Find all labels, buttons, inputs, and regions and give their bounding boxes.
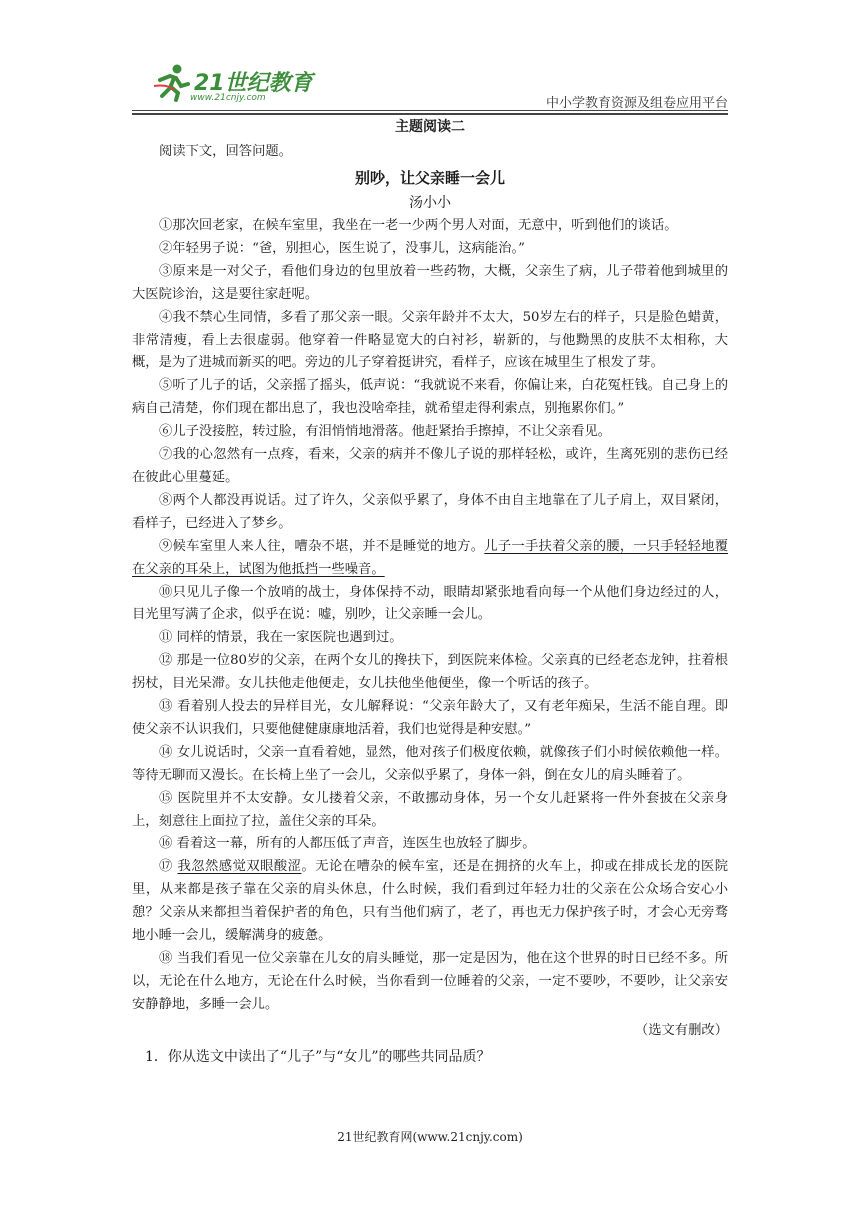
paragraph: ⑮ 医院里并不太安静。女儿搂着父亲，不敢挪动身体，另一个女儿赶紧将一件外套披在父亲身上，刻意往上面拉了拉，盖住父亲的耳朵。 (132, 790, 728, 829)
header-rule (132, 110, 728, 111)
runner-icon (150, 62, 194, 102)
paragraph: ②年轻男子说：“爸，别担心，医生说了，没事儿，这病能治。” (159, 240, 525, 256)
underlined-sentence: 儿子一手扶着父亲的腰，一只手轻轻地覆在父亲的耳朵上，试图为他抵挡一些噪音。 (132, 538, 729, 577)
source-note: （选文有删改） (634, 1022, 728, 1038)
paragraph: ④我不禁心生同情，多看了那父亲一眼。父亲年龄并不太大，50岁左右的样子，只是脸色蜡黄，非常清瘦，看上去很虚弱。他穿着一件略显宽大的白衬衫，崭新的，与他黝黑的皮肤不太相称，大概，是为了进城而新买的吧。旁边的儿子穿着挺讲究，看样子，应该在城里生了根发了芽。 (132, 309, 728, 371)
paragraph: ③原来是一对父子，看他们身边的包里放着一些药物，大概，父亲生了病，儿子带着他到城里的大医院诊治，这是要往家赶呢。 (132, 263, 728, 302)
paragraph-text: 。无论在嘈杂的候车室，还是在拥挤的火车上，抑或在排成长龙的医院里，从来都是孩子靠在父亲的肩头休息，什么时候，我们看到过年轻力壮的父亲在公众场合安心小憩？父亲从来都担当着保护者的角色，只有当他们病了，老了，再也无力保护孩子时，才会心无旁骛地小睡一会儿，缓解满身的疲惫。 (132, 859, 729, 944)
article-title: 别吵，让父亲睡一会儿 (354, 169, 505, 187)
paragraph: ⑥儿子没接腔，转过脸，有泪悄悄地滑落。他赶紧抬手擦掉，不让父亲看见。 (159, 424, 612, 440)
logo (150, 62, 320, 106)
question-1: 1．你从选文中读出了“儿子”与“女儿”的哪些共同品质？ (145, 1048, 491, 1065)
logo-text: 21世纪教育 (194, 71, 313, 96)
instruction: 阅读下文，回答问题。 (159, 144, 292, 159)
paragraph: ⑱ 当我们看见一位父亲靠在儿女的肩头睡觉，那一定是因为，他在这个世界的时日已经不多。所以，无论在什么地方，无论在什么时候，当你看到一位睡着的父亲，一定不要吵，不要吵，让父亲安安静静地，多睡一会儿。 (132, 951, 728, 1012)
paragraph: ⑤听了儿子的话，父亲摇了摇头，低声说：“我就说不来看，你偏让来，白花冤枉钱。自己身上的病自己清楚，你们现在都出息了，我也没啥牵挂，就希望走得利索点，别拖累你们。” (132, 378, 728, 417)
paragraph: ①那次回老家，在候车室里，我坐在一老一少两个男人对面，无意中，听到他们的谈话。 (159, 218, 678, 233)
paragraph (132, 536, 728, 582)
page-footer: 21世纪教育网(www.21cnjy.com) (337, 1130, 523, 1144)
paragraph (132, 856, 728, 948)
logo-url: www.21cnjy.com (190, 93, 266, 103)
paragraph-text: ⑨候车室里人来人往，嘈杂不堪，并不是睡觉的地方。 (159, 538, 485, 554)
platform-name: 中小学教育资源及组卷应用平台 (545, 96, 728, 111)
paragraph: ⑪ 同样的情景，我在一家医院也遇到过。 (159, 630, 403, 646)
paragraph: ⑫ 那是一位80岁的父亲，在两个女儿的搀扶下，到医院来体检。父亲真的已经老态龙钟，拄着根拐杖，目光呆滞。女儿扶他走他便走，女儿扶他坐他便坐，像一个听话的孩子。 (132, 653, 728, 692)
paragraph: ⑬ 看着别人投去的异样目光，女儿解释说：“父亲年龄大了，又有老年痴呆，生活不能自理。即使父亲不认识我们，只要他健健康康地活着，我们也觉得是种安慰。” (132, 699, 728, 737)
document-body (132, 115, 728, 1069)
article-author: 汤小小 (409, 195, 451, 211)
paragraph: ⑦我的心忽然有一点疼，看来，父亲的病并不像儿子说的那样轻松，或许，生离死别的悲伤已经在彼此心里蔓延。 (132, 447, 728, 485)
underlined-sentence: 我忽然感觉双眼酸涩 (177, 859, 302, 875)
paragraph: ⑭ 女儿说话时，父亲一直看着她，显然，他对孩子们极度依赖，就像孩子们小时候依赖他一样。等待无聊而又漫长。在长椅上坐了一会儿，父亲似乎累了，身体一斜，倒在女儿的肩头睡着了。 (132, 744, 728, 783)
paragraph-number: ⑰ (159, 859, 178, 875)
paragraph: ⑩只见儿子像一个放哨的战士，身体保持不动，眼睛却紧张地看向每一个从他们身边经过的人，目光里写满了企求，似乎在说：嘘，别吵，让父亲睡一会儿。 (132, 584, 728, 623)
paragraph: ⑯ 看着这一幕，所有的人都压低了声音，连医生也放轻了脚步。 (159, 836, 536, 852)
section-title: 主题阅读二 (395, 119, 465, 135)
paragraph: ⑧两个人都没再说话。过了许久，父亲似乎累了，身体不由自主地靠在了儿子肩上，双目紧闭，看样子，已经进入了梦乡。 (132, 492, 728, 531)
